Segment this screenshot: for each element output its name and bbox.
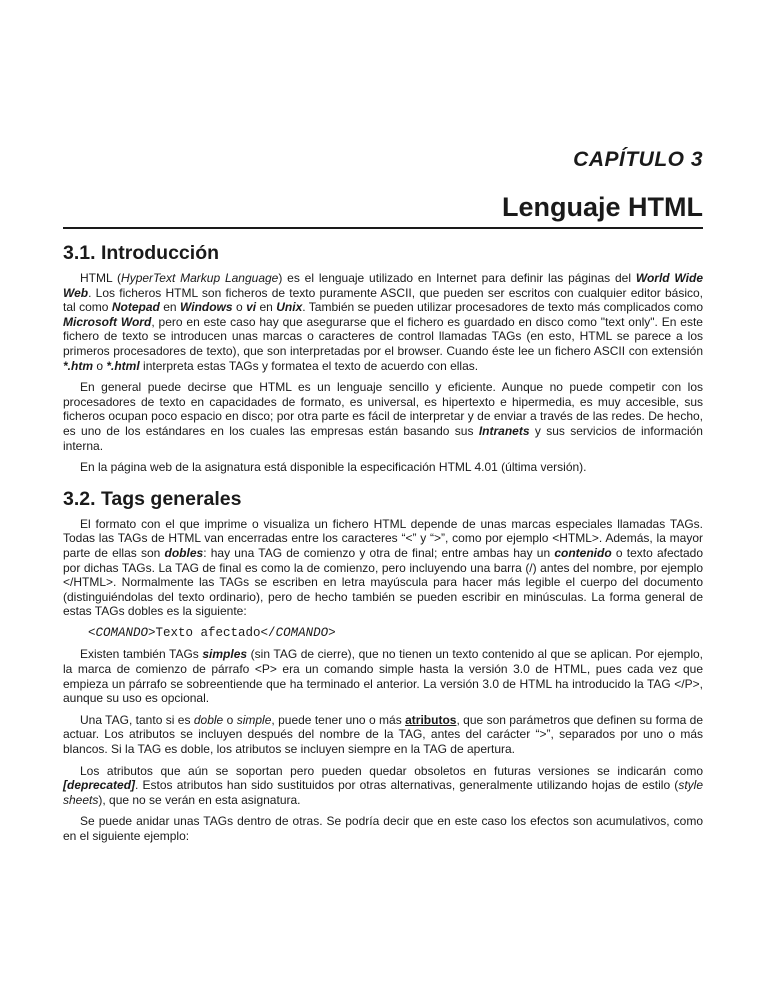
text-run: Notepad	[111, 300, 160, 315]
text-run: en	[159, 300, 181, 315]
paragraph-tags-4	[63, 764, 703, 808]
text-run: simple	[236, 712, 272, 727]
text-run: Existen también TAGs	[80, 647, 203, 662]
code-line-tag-syntax	[63, 626, 703, 641]
text-run: >	[328, 625, 336, 640]
text-run: *.html	[106, 358, 140, 373]
section-heading-3-2: 3.2. Tags generales	[63, 487, 242, 510]
text-run: dobles	[164, 545, 204, 560]
text-run: , puede tener uno o más	[271, 712, 406, 727]
text-run: vi	[246, 300, 257, 315]
paragraph-intro-2	[63, 380, 703, 453]
text-run: contenido	[554, 545, 612, 560]
paragraph-tags-2	[63, 647, 703, 705]
text-run: Una TAG, tanto si es	[80, 712, 194, 727]
text-run: *.htm	[63, 358, 93, 373]
chapter-label: CAPÍTULO 3	[573, 148, 703, 171]
text-run: (sin TAG de cierre), que no tienen un texto contenido al que se aplican. Por ejemplo, la marca de comienzo de párrafo <P> era un comando simple hasta la versión 3.0 de HTML, pues cada vez que empieza un párrafo se sobreentiende que ha terminado el anterior. La versión 3.0 de HTML ha introducido la TAG </P>, aunque su uso es opcional.	[63, 647, 703, 706]
text-run: ), que no se verán en esta asignatura.	[98, 792, 301, 807]
title-rule	[63, 227, 703, 229]
text-run: World Wide Web	[63, 271, 703, 300]
text-run: o texto afectado por dichas TAGs. La TAG de final es como la de comienzo, pero incluyendo una barra (/) antes del nombre, por ejemplo </HTML>. Normalmente las TAGs se escriben en letra mayúscula para hacer más legible el cuerpo del documento (distinguiéndolas del texto ordinario), pero de hecho también se pueden escribir en minúsculas. La forma general de estas TAGs dobles es la siguiente:	[63, 545, 703, 619]
paragraph-intro-1	[63, 271, 703, 373]
text-run: . Los ficheros HTML son ficheros de texto puramente ASCII, que pueden ser escritos con cualquier editor básico, tal como	[63, 285, 703, 315]
text-run: o	[223, 712, 237, 727]
paragraph-tags-1	[63, 517, 703, 619]
text-run: Se puede anidar unas TAGs dentro de otras. Se podría decir que en este caso los efectos son acumulativos, como en el siguiente ejemplo:	[63, 814, 703, 843]
text-run: interpreta estas TAGs y formatea el texto de acuerdo con ellas.	[139, 358, 479, 373]
text-run: atributos	[405, 712, 457, 727]
text-run: COMANDO	[95, 625, 149, 640]
text-run: style sheets	[63, 778, 703, 807]
text-run: simples	[202, 647, 248, 662]
text-run: En general puede decirse que HTML es un lenguaje sencillo y eficiente. Aunque no puede competir con los procesadores de texto en capacidades de formato, es universal, es hipertexto e hipermedia, es muy accesible, sus ficheros ocupan poco espacio en disco; por otra parte es fácil de interpretar y de enviar a través de las redes. De hecho, es uno de los estándares en los cuales las empresas están basando sus	[63, 380, 703, 438]
text-run: En la página web de la asignatura está disponible la especificación HTML 4.01 (última versión).	[80, 460, 587, 475]
text-run: . También se pueden utilizar procesadores de texto más complicados como	[302, 300, 704, 315]
text-run: , pero en este caso hay que asegurarse que el fichero es guardado en disco como "text only". En este fichero de texto se introducen unas marcas o caracteres de control llamadas TAGs (en esto, HTML se parece a los primeros procesadores de texto), que son interpretadas por el browser. Cuando éste lee un fichero ASCII con extensión	[63, 314, 703, 358]
paragraph-tags-5	[63, 814, 703, 843]
paragraph-tags-3	[63, 713, 703, 757]
text-run: o	[232, 300, 247, 315]
text-run: <	[88, 625, 96, 640]
text-run: COMANDO	[275, 625, 329, 640]
document-title: Lenguaje HTML	[502, 192, 703, 222]
text-run: en	[256, 300, 277, 315]
text-run: . Estos atributos han sido sustituidos por otras alternativas, generalmente utilizando hojas de estilo (	[135, 778, 679, 793]
text-run: Los atributos que aún se soportan pero pueden quedar obsoletos en futuras versiones se indicarán como	[80, 763, 703, 778]
text-run: : hay una TAG de comienzo y otra de final; entre ambas hay un	[203, 545, 555, 560]
document-content	[63, 242, 703, 844]
text-run: Windows	[180, 300, 233, 315]
text-run: Unix	[276, 300, 303, 315]
text-run: y sus servicios de información interna.	[63, 423, 703, 453]
text-run: Microsoft Word	[63, 314, 152, 329]
text-run: HTML (	[80, 271, 122, 285]
text-run: HyperText Markup Language	[121, 271, 279, 285]
text-run: doble	[193, 712, 224, 727]
text-run: ) es el lenguaje utilizado en Internet para definir las páginas del	[278, 271, 636, 285]
text-run: >Texto afectado</	[148, 625, 276, 640]
section-heading-3-1: 3.1. Introducción	[63, 242, 220, 264]
text-run: o	[93, 358, 107, 373]
text-run: El formato con el que imprime o visualiza un fichero HTML depende de unas marcas especiales llamadas TAGs. Todas las TAGs de HTML van encerradas entre los caracteres “<” y “>”, como por ejemplo <HTML>. Además, la mayor parte de ellas son	[63, 516, 703, 560]
text-run: [deprecated]	[63, 778, 136, 793]
paragraph-intro-3	[63, 460, 703, 475]
text-run: , que son parámetros que definen su forma de actuar. Los atributos se incluyen después del nombre de la TAG, antes del carácter “>”, separados por uno o más blancos. Si la TAG es doble, los atributos se incluyen siempre en la TAG de apertura.	[63, 712, 704, 757]
text-run: Intranets	[478, 423, 530, 438]
